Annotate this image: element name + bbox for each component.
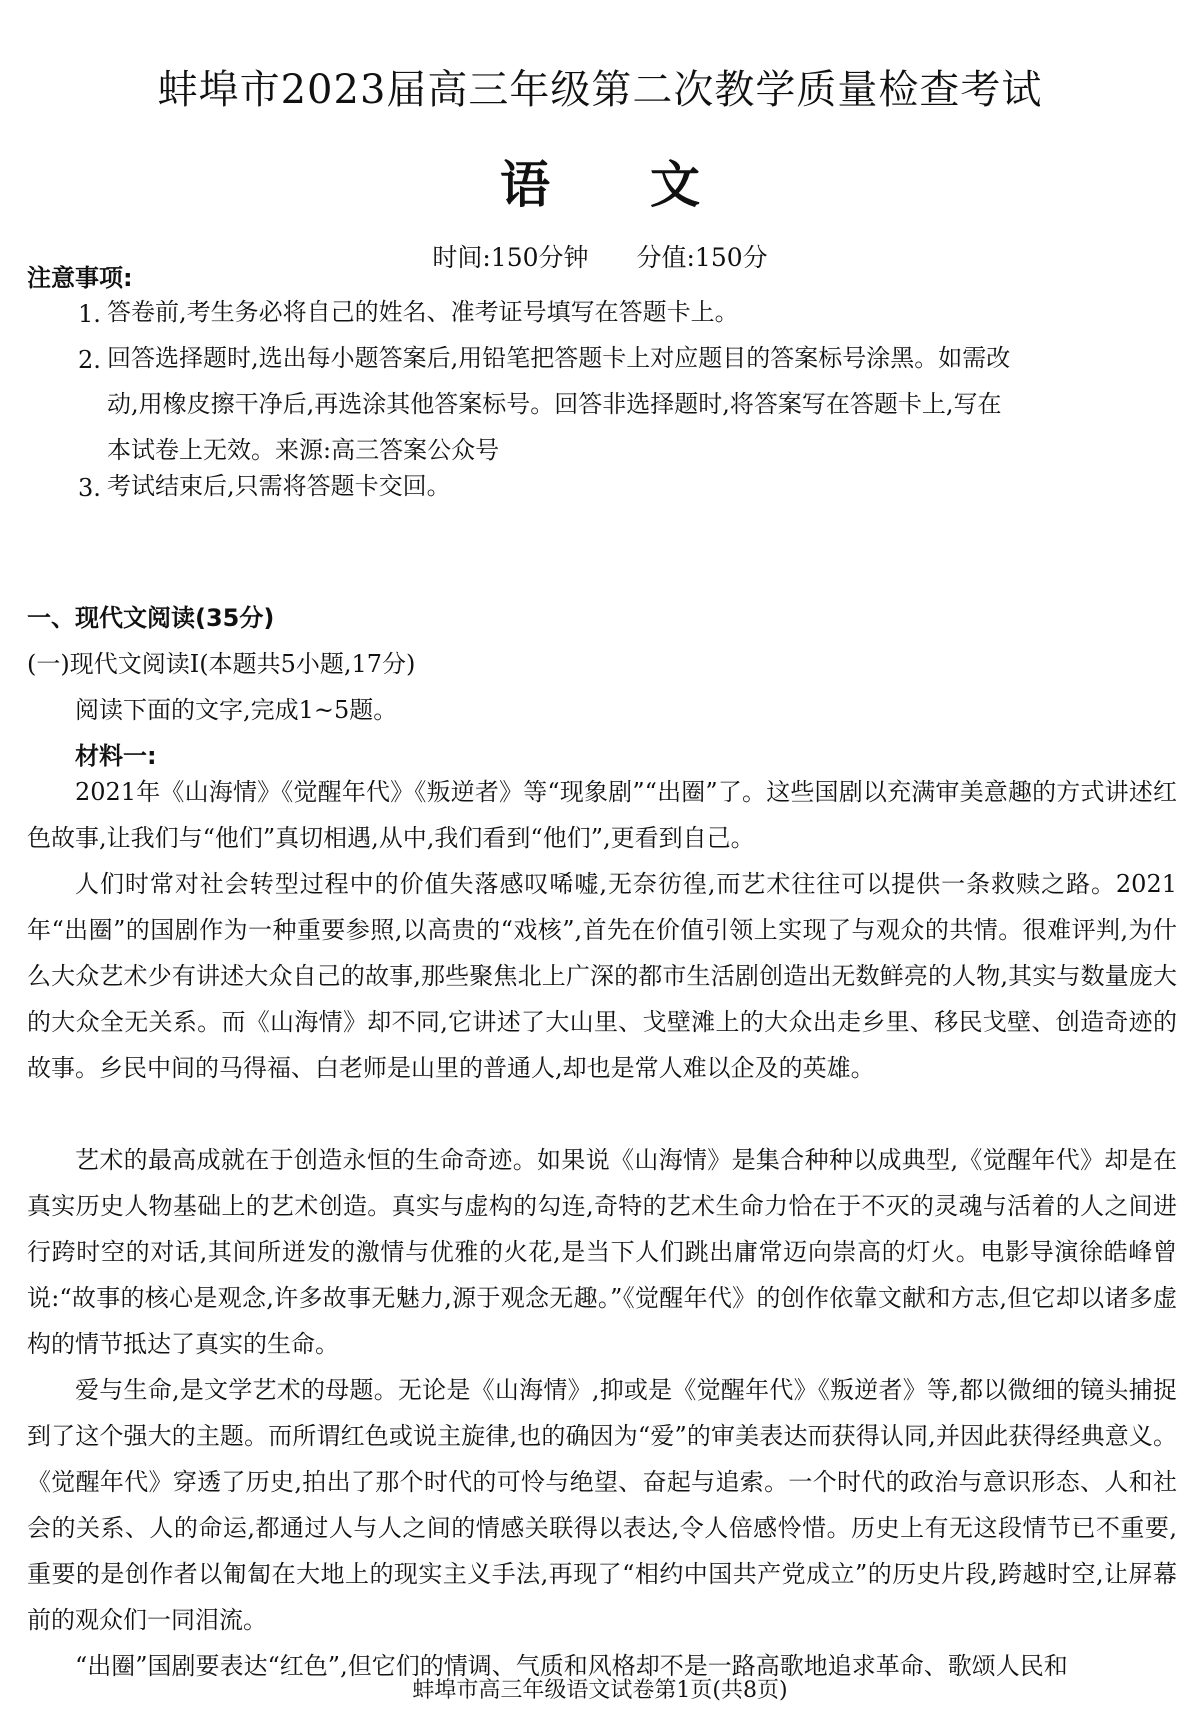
paragraph-1: 2021年《山海情》《觉醒年代》《叛逆者》等“现象剧”“出圈”了。这些国剧以充满审美意趣的方式讲述红色故事,让我们与“他们”真切相遇,从中,我们看到“他们”,更看到自己。 xyxy=(27,778,1177,852)
notice-item-1-number: 1. xyxy=(78,300,101,328)
exam-title: 蚌埠市2023届高三年级第二次教学质量检查考试 xyxy=(157,67,1043,113)
section-heading: 一、现代文阅读(35分) xyxy=(27,604,275,632)
paragraph-3: 艺术的最高成就在于创造永恒的生命奇迹。如果说《山海情》是集合种种以成典型,《觉醒年代》却是在真实历史人物基础上的艺术创造。真实与虚构的勾连,奇特的艺术生命力恰在于不灭的灵魂与活着的人之间进行跨时空的对话,其间所迸发的激情与优雅的火花,是当下人们跳出庸常迈向崇高的灯火。电影导演徐皓峰曾说:“故事的核心是观念,许多故事无魅力,源于观念无趣。”《觉醒年代》的创作依靠文献和方志,但它却以诸多虚构的情节抵达了真实的生命。 xyxy=(27,1146,1177,1358)
paragraph-2: 人们时常对社会转型过程中的价值失落感叹唏嘘,无奈彷徨,而艺术往往可以提供一条救赎之路。2021年“出圈”的国剧作为一种重要参照,以高贵的“戏核”,首先在价值引领上实现了与观众的共情。很难评判,为什么大众艺术少有讲述大众自己的故事,那些聚焦北上广深的都市生活剧创造出无数鲜亮的人物,其实与数量庞大的大众全无关系。而《山海情》却不同,它讲述了大山里、戈壁滩上的大众出走乡里、移民戈壁、创造奇迹的故事。乡民中间的马得福、白老师是山里的普通人,却也是常人难以企及的英雄。 xyxy=(27,870,1177,1082)
notice-item-3-number: 3. xyxy=(78,474,101,502)
subject-char-2: 文 xyxy=(650,156,700,214)
exam-time: 时间:150分钟 xyxy=(432,243,589,272)
material-label: 材料一: xyxy=(75,742,157,770)
notice-item-2-line-2: 动,用橡皮擦干净后,再选涂其他答案标号。回答非选择题时,将答案写在答题卡上,写在 xyxy=(107,390,1002,418)
exam-meta xyxy=(0,238,1200,274)
notice-item-1: 答卷前,考生务必将自己的姓名、准考证号填写在答题卡上。 xyxy=(107,298,739,326)
exam-score: 分值:150分 xyxy=(636,243,768,272)
notice-item-2-line-1: 回答选择题时,选出每小题答案后,用铅笔把答题卡上对应题目的答案标号涂黑。如需改 xyxy=(107,344,1011,372)
subject-title xyxy=(0,145,1200,217)
notice-heading: 注意事项: xyxy=(27,264,133,292)
sub-section-heading: (一)现代文阅读Ⅰ(本题共5小题,17分) xyxy=(27,650,416,678)
paragraph-5: “出圈”国剧要表达“红色”,但它们的情调、气质和风格却不是一路高歌地追求革命、歌颂人民和 xyxy=(75,1652,1068,1680)
subject-char-1: 语 xyxy=(500,156,550,214)
page-footer: 蚌埠市高三年级语文试卷第1页(共8页) xyxy=(412,1678,788,1703)
paragraph-4: 爱与生命,是文学艺术的母题。无论是《山海情》,抑或是《觉醒年代》《叛逆者》等,都以微细的镜头捕捉到了这个强大的主题。而所谓红色或说主旋律,也的确因为“爱”的审美表达而获得认同,并因此获得经典意义。《觉醒年代》穿透了历史,拍出了那个时代的可怜与绝望、奋起与追索。一个时代的政治与意识形态、人和社会的关系、人的命运,都通过人与人之间的情感关联得以表达,令人倍感怜惜。历史上有无这段情节已不重要,重要的是创作者以匍匐在大地上的现实主义手法,再现了“相约中国共产党成立”的历史片段,跨越时空,让屏幕前的观众们一同泪流。 xyxy=(27,1376,1177,1634)
notice-item-2-number: 2. xyxy=(78,346,101,374)
reading-instruction: 阅读下面的文字,完成1~5题。 xyxy=(75,696,398,724)
notice-item-2-line-3: 本试卷上无效。来源:高三答案公众号 xyxy=(107,436,500,464)
notice-item-3: 考试结束后,只需将答题卡交回。 xyxy=(107,472,451,500)
